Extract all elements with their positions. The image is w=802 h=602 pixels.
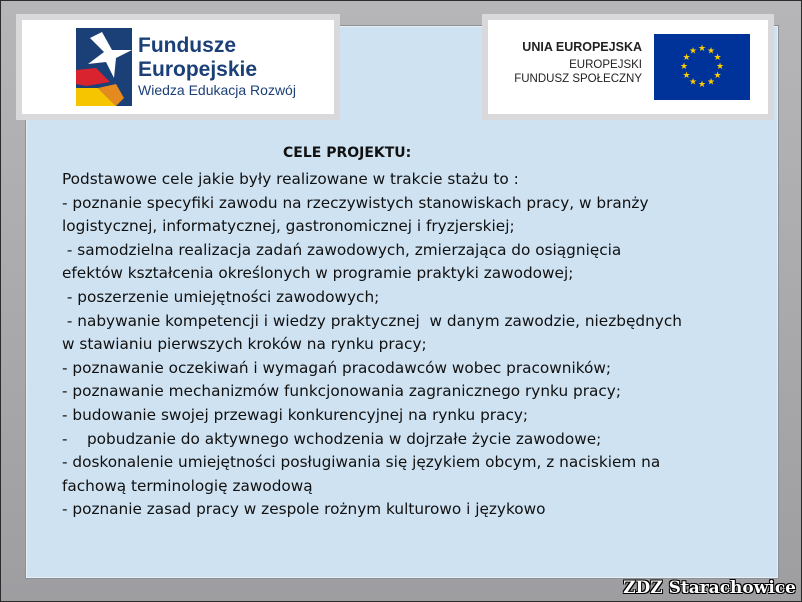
eu-flag-icon (654, 34, 750, 100)
fundusze-title (138, 34, 257, 82)
fundusze-line2: Europejskie (138, 58, 258, 81)
text-line: - poznanie specyfiki zawodu na rzeczywistych stanowiskach pracy, w branży (62, 193, 649, 212)
svg-text:★: ★ (713, 71, 722, 81)
text-line: w stawianiu pierwszych kroków na rynku pracy; (62, 335, 427, 354)
svg-text:★: ★ (713, 53, 722, 63)
svg-text:★: ★ (682, 71, 691, 81)
unia-line2: EUROPEJSKI (569, 59, 642, 71)
svg-text:★: ★ (688, 46, 698, 57)
watermark: ZDZ Starachowice (623, 578, 796, 598)
unia-europejska-logo (488, 20, 768, 114)
fundusze-line1: Fundusze (138, 34, 236, 57)
svg-text:★: ★ (697, 80, 707, 90)
text-line: - poznanie zasad pracy w zespole rożnym kulturowo i językowo (62, 500, 546, 519)
svg-text:★: ★ (697, 44, 707, 54)
fundusze-subtitle: Wiedza Edukacja Rozwój (138, 82, 296, 98)
unia-line1: UNIA EUROPEJSKA (522, 40, 642, 54)
text-line: - budowanie swojej przewagi konkurencyjnej na rynku pracy; (62, 405, 529, 424)
unia-text (514, 40, 642, 86)
text-line: - pobudzanie do aktywnego wchodzenia w dojrzałe życie zawodowe; (62, 429, 602, 448)
text-line: - poznawanie oczekiwań i wymagań pracodawców wobec pracowników; (62, 358, 612, 377)
unia-line3: FUNDUSZ SPOŁECZNY (514, 73, 642, 85)
svg-text:★: ★ (706, 46, 716, 57)
svg-text:★: ★ (682, 53, 691, 63)
goals-text (62, 146, 762, 522)
fundusze-star-icon (76, 28, 132, 106)
text-line: - poszerzenie umiejętności zawodowych; (62, 287, 380, 306)
fundusze-europejskie-logo (22, 20, 334, 114)
text-line: - samodzielna realizacja zadań zawodowych, zmierzająca do osiągnięcia (62, 240, 622, 259)
svg-text:★: ★ (688, 77, 698, 88)
svg-text:★: ★ (706, 77, 716, 88)
svg-text:★: ★ (679, 62, 689, 72)
svg-text:★: ★ (715, 62, 725, 72)
text-line: fachową terminologię zawodową (62, 476, 313, 495)
text-line: - doskonalenie umiejętności posługiwania się językiem obcym, z naciskiem na (62, 453, 661, 472)
text-line: efektów kształcenia określonych w programie praktyki zawodowej; (62, 264, 574, 283)
text-line: - poznawanie mechanizmów funkcjonowania zagranicznego rynku pracy; (62, 382, 621, 401)
text-line: logistycznej, informatycznej, gastronomicznej i fryzjerskiej; (62, 217, 515, 236)
text-line: - nabywanie kompetencji i wiedzy praktycznej w danym zawodzie, niezbędnych (62, 311, 682, 330)
page-title: CELE PROJEKTU: (283, 145, 412, 161)
text-line: Podstawowe cele jakie były realizowane w trakcie stażu to : (62, 170, 519, 188)
